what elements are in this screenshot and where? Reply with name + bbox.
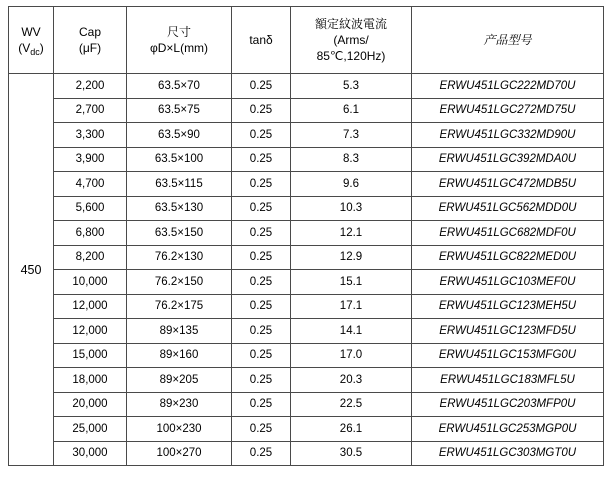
- table-row: [9, 294, 604, 319]
- cell-part-number: ERWU451LGC682MDF0U: [412, 221, 604, 246]
- cell-capacitance: 12,000: [54, 319, 127, 344]
- header-wv-unit: (Vdc): [18, 41, 44, 58]
- column-header-tan-delta: tanδ: [232, 7, 291, 74]
- cell-size: 63.5×150: [127, 221, 232, 246]
- cell-tan-delta: 0.25: [232, 74, 291, 99]
- cell-capacitance: 6,800: [54, 221, 127, 246]
- table-row: [9, 221, 604, 246]
- cell-capacitance: 2,200: [54, 74, 127, 99]
- cell-tan-delta: 0.25: [232, 294, 291, 319]
- cell-ripple-current: 12.1: [291, 221, 412, 246]
- table-row: [9, 319, 604, 344]
- table-row: [9, 368, 604, 393]
- cell-ripple-current: 20.3: [291, 368, 412, 393]
- cell-size: 89×230: [127, 392, 232, 417]
- cell-ripple-current: 15.1: [291, 270, 412, 295]
- cell-size: 100×230: [127, 417, 232, 442]
- cell-tan-delta: 0.25: [232, 319, 291, 344]
- cell-tan-delta: 0.25: [232, 270, 291, 295]
- cell-size: 100×270: [127, 441, 232, 466]
- cell-capacitance: 12,000: [54, 294, 127, 319]
- header-cap-main: Cap: [78, 24, 101, 39]
- table-row: [9, 147, 604, 172]
- table-body: [9, 74, 604, 466]
- cell-ripple-current: 7.3: [291, 123, 412, 148]
- spec-sheet: [0, 6, 607, 478]
- table-row: [9, 392, 604, 417]
- cell-part-number: ERWU451LGC153MFG0U: [412, 343, 604, 368]
- table-row: [9, 74, 604, 99]
- header-ripple-line1: 額定紋波電流: [314, 16, 387, 31]
- cell-ripple-current: 17.1: [291, 294, 412, 319]
- cell-tan-delta: 0.25: [232, 123, 291, 148]
- cell-ripple-current: 17.0: [291, 343, 412, 368]
- table-row: [9, 172, 604, 197]
- cell-ripple-current: 26.1: [291, 417, 412, 442]
- cell-ripple-current: 10.3: [291, 196, 412, 221]
- cell-size: 63.5×130: [127, 196, 232, 221]
- table-row: [9, 98, 604, 123]
- cell-part-number: ERWU451LGC562MDD0U: [412, 196, 604, 221]
- cell-size: 89×160: [127, 343, 232, 368]
- cell-size: 63.5×90: [127, 123, 232, 148]
- header-cap-unit: (μF): [78, 41, 102, 55]
- capacitor-spec-table: [8, 6, 604, 466]
- header-ripple-line2: (Arms/: [333, 32, 369, 47]
- table-row: [9, 196, 604, 221]
- cell-size: 63.5×115: [127, 172, 232, 197]
- cell-capacitance: 4,700: [54, 172, 127, 197]
- cell-part-number: ERWU451LGC303MGT0U: [412, 441, 604, 466]
- cell-capacitance: 5,600: [54, 196, 127, 221]
- cell-tan-delta: 0.25: [232, 417, 291, 442]
- cell-part-number: ERWU451LGC472MDB5U: [412, 172, 604, 197]
- cell-part-number: ERWU451LGC123MEH5U: [412, 294, 604, 319]
- cell-part-number: ERWU451LGC332MD90U: [412, 123, 604, 148]
- cell-part-number: ERWU451LGC183MFL5U: [412, 368, 604, 393]
- cell-capacitance: 18,000: [54, 368, 127, 393]
- cell-part-number: ERWU451LGC103MEF0U: [412, 270, 604, 295]
- cell-ripple-current: 9.6: [291, 172, 412, 197]
- cell-tan-delta: 0.25: [232, 172, 291, 197]
- table-row: [9, 123, 604, 148]
- cell-capacitance: 2,700: [54, 98, 127, 123]
- cell-working-voltage: 450: [9, 74, 54, 466]
- table-row: [9, 441, 604, 466]
- cell-tan-delta: 0.25: [232, 343, 291, 368]
- cell-ripple-current: 6.1: [291, 98, 412, 123]
- column-header-size: [127, 7, 232, 74]
- header-ripple-line3: 85℃,120Hz): [316, 49, 386, 64]
- cell-size: 89×135: [127, 319, 232, 344]
- cell-tan-delta: 0.25: [232, 245, 291, 270]
- cell-tan-delta: 0.25: [232, 221, 291, 246]
- cell-size: 63.5×70: [127, 74, 232, 99]
- cell-size: 63.5×100: [127, 147, 232, 172]
- column-header-working-voltage: [9, 7, 54, 74]
- cell-ripple-current: 22.5: [291, 392, 412, 417]
- header-size-sub: φD×L(mm): [149, 41, 209, 55]
- cell-part-number: ERWU451LGC272MD75U: [412, 98, 604, 123]
- cell-tan-delta: 0.25: [232, 98, 291, 123]
- table-row: [9, 343, 604, 368]
- cell-tan-delta: 0.25: [232, 441, 291, 466]
- table-header: [9, 7, 604, 74]
- cell-part-number: ERWU451LGC392MDA0U: [412, 147, 604, 172]
- table-row: [9, 417, 604, 442]
- table-row: [9, 270, 604, 295]
- cell-capacitance: 25,000: [54, 417, 127, 442]
- table-row: [9, 245, 604, 270]
- cell-tan-delta: 0.25: [232, 392, 291, 417]
- cell-size: 76.2×175: [127, 294, 232, 319]
- cell-capacitance: 15,000: [54, 343, 127, 368]
- cell-ripple-current: 14.1: [291, 319, 412, 344]
- cell-size: 89×205: [127, 368, 232, 393]
- cell-tan-delta: 0.25: [232, 147, 291, 172]
- cell-part-number: ERWU451LGC822MED0U: [412, 245, 604, 270]
- cell-capacitance: 20,000: [54, 392, 127, 417]
- cell-ripple-current: 8.3: [291, 147, 412, 172]
- cell-tan-delta: 0.25: [232, 196, 291, 221]
- header-size-main: 尺寸: [166, 24, 191, 39]
- column-header-part-number: 产品型号: [412, 7, 604, 74]
- header-wv-main: WV: [21, 24, 41, 39]
- cell-tan-delta: 0.25: [232, 368, 291, 393]
- cell-ripple-current: 5.3: [291, 74, 412, 99]
- cell-part-number: ERWU451LGC253MGP0U: [412, 417, 604, 442]
- column-header-rated-ripple-current: [291, 7, 412, 74]
- cell-ripple-current: 12.9: [291, 245, 412, 270]
- cell-part-number: ERWU451LGC222MD70U: [412, 74, 604, 99]
- cell-size: 76.2×150: [127, 270, 232, 295]
- cell-size: 63.5×75: [127, 98, 232, 123]
- cell-part-number: ERWU451LGC123MFD5U: [412, 319, 604, 344]
- cell-capacitance: 30,000: [54, 441, 127, 466]
- column-header-capacitance: [54, 7, 127, 74]
- header-row: [9, 7, 604, 74]
- cell-capacitance: 8,200: [54, 245, 127, 270]
- cell-capacitance: 10,000: [54, 270, 127, 295]
- cell-part-number: ERWU451LGC203MFP0U: [412, 392, 604, 417]
- cell-ripple-current: 30.5: [291, 441, 412, 466]
- cell-size: 76.2×130: [127, 245, 232, 270]
- cell-capacitance: 3,300: [54, 123, 127, 148]
- cell-capacitance: 3,900: [54, 147, 127, 172]
